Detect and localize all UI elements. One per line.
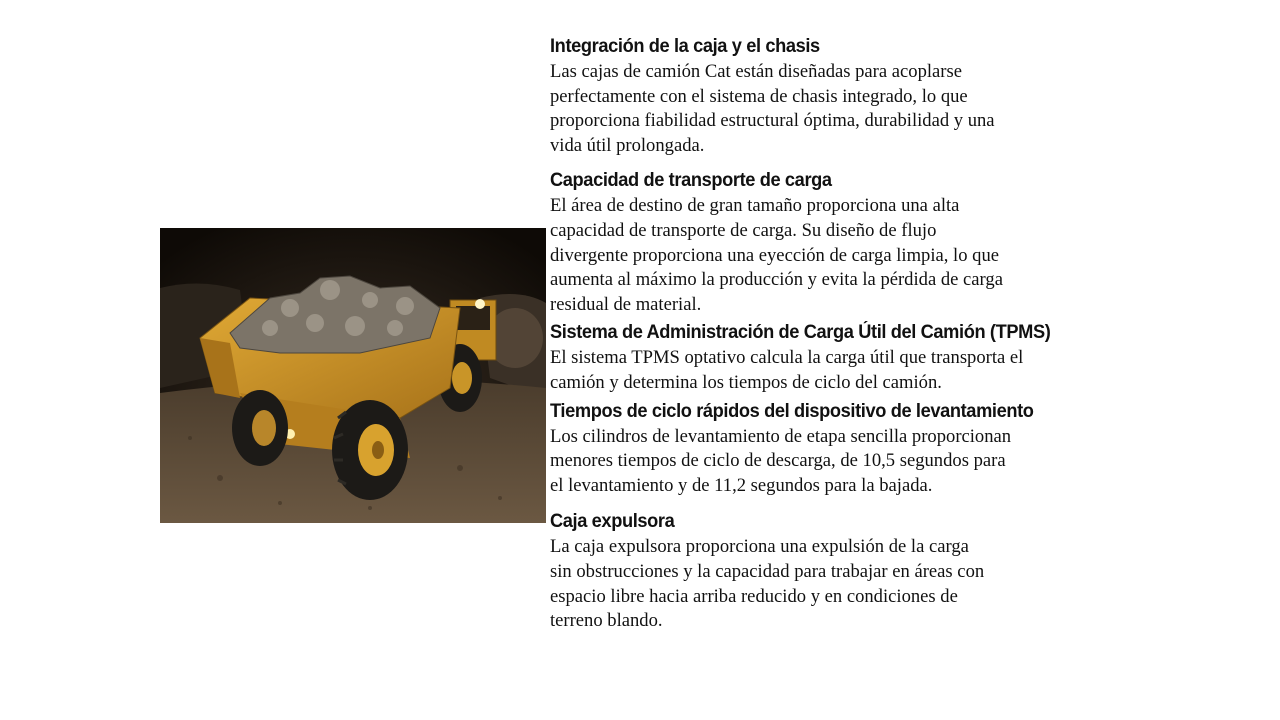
section-hoist-cycle-times	[550, 399, 1110, 499]
mining-truck-illustration	[160, 228, 546, 523]
text-line: sin obstrucciones y la capacidad para trabajar en áreas con	[550, 560, 985, 582]
section-text	[550, 425, 1110, 499]
text-line: el levantamiento y de 11,2 segundos para la bajada.	[550, 474, 933, 496]
section-text	[550, 346, 1110, 395]
mining-truck-photo	[160, 228, 546, 523]
text-line: El área de destino de gran tamaño proporciona una alta	[550, 195, 960, 217]
text-line: residual de material.	[550, 293, 702, 315]
text-line: La caja expulsora proporciona una expulsión de la carga	[550, 536, 969, 558]
section-ejector-body	[550, 509, 1110, 633]
section-text	[550, 60, 1110, 158]
text-line: aumenta al máximo la producción y evita la pérdida de carga	[550, 269, 1003, 291]
text-line: proporciona fiabilidad estructural óptima, durabilidad y una	[550, 110, 995, 132]
text-line: vida útil prolongada.	[550, 134, 705, 156]
section-load-capacity	[550, 168, 1110, 317]
section-heading: Sistema de Administración de Carga Útil del Camión (TPMS)	[550, 322, 1051, 344]
text-line: El sistema TPMS optativo calcula la carga útil que transporta el	[550, 347, 1024, 369]
section-heading: Integración de la caja y el chasis	[550, 36, 820, 57]
text-line: Las cajas de camión Cat están diseñadas para acoplarse	[550, 61, 962, 82]
text-line: Los cilindros de levantamiento de etapa sencilla proporcionan	[550, 425, 1012, 447]
feature-list	[550, 34, 1110, 634]
text-line: divergente proporciona una eyección de carga limpia, lo que	[550, 244, 1000, 266]
section-heading: Capacidad de transporte de carga	[550, 170, 832, 192]
text-line: espacio libre hacia arriba reducido y en condiciones de	[550, 585, 958, 607]
section-tpms	[550, 320, 1110, 395]
text-line: camión y determina los tiempos de ciclo del camión.	[550, 371, 942, 393]
section-body-chassis-integration	[550, 34, 1110, 158]
section-text	[550, 194, 1110, 317]
text-line: perfectamente con el sistema de chasis integrado, lo que	[550, 85, 968, 107]
text-line: terreno blando.	[550, 610, 663, 632]
text-line: capacidad de transporte de carga. Su diseño de flujo	[550, 219, 937, 241]
text-line: menores tiempos de ciclo de descarga, de 10,5 segundos para	[550, 450, 1006, 472]
section-heading: Caja expulsora	[550, 511, 675, 533]
section-heading: Tiempos de ciclo rápidos del dispositivo de levantamiento	[550, 400, 1034, 422]
section-text	[550, 535, 1110, 633]
